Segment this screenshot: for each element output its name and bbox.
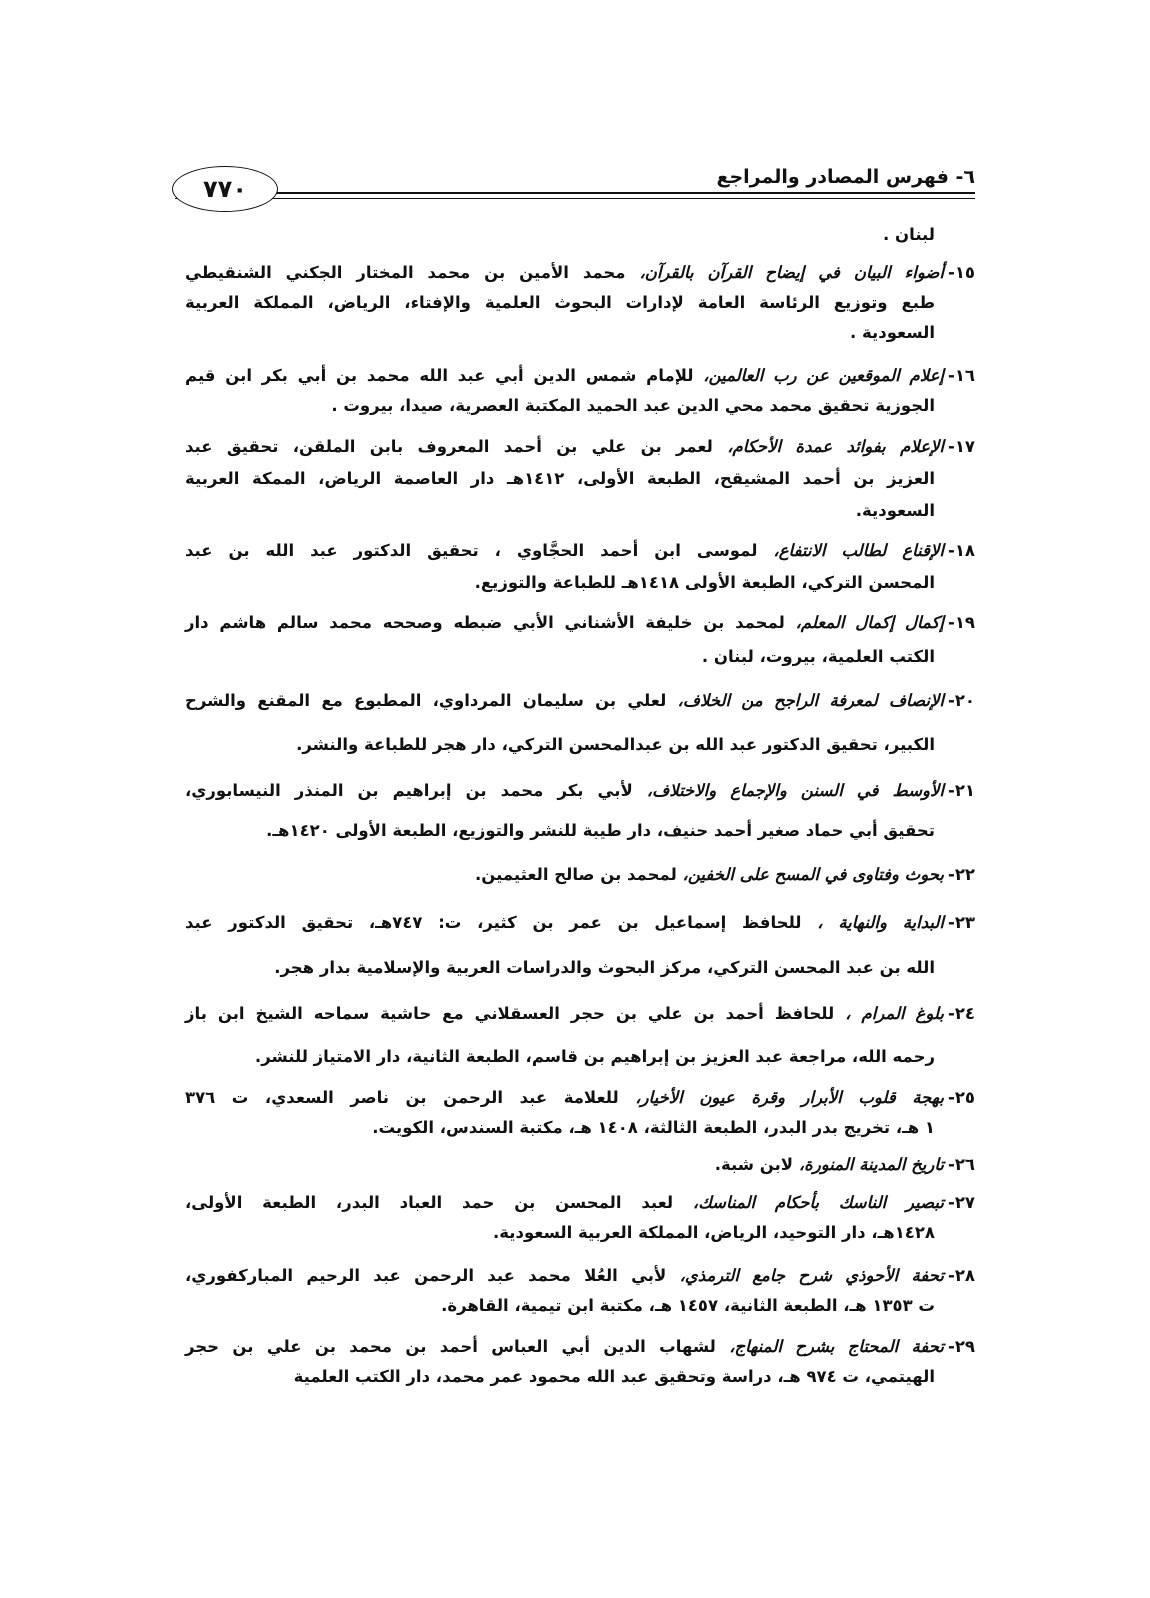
entry-line: السعودية.: [855, 501, 935, 520]
entry-number: ٢٩-: [948, 1337, 976, 1356]
reference-entry: [185, 538, 975, 564]
section-title: ٦- فهرس المصادر والمراجع: [716, 166, 975, 188]
entry-number: ٢٠-: [947, 691, 975, 710]
entry-line: الهيتمي، ت ٩٧٤ هـ، دراسة وتحقيق عبد الله محمود عمر محمد، دار الكتب العلمية: [293, 1367, 935, 1386]
reference-entry: [185, 778, 975, 804]
entry-line: الله بن عبد المحسن التركي، مركز البحوث والدراسات العربية والإسلامية بدار هجر.: [274, 958, 935, 977]
entry-line: طبع وتوزيع الرئاسة العامة لإدارات البحوث العلمية والإفتاء، الرياض، المملكة العربية: [185, 293, 935, 312]
reference-entry: [185, 1085, 975, 1111]
entry-title: البداية والنهاية ،: [817, 913, 944, 932]
entry-title: بحوث وفتاوى في المسح على الخفين،: [682, 865, 944, 884]
reference-entry: [185, 1263, 975, 1289]
entry-line: الجوزية تحقيق محمد محي الدين عبد الحميد المكتبة العصرية، صيدا، بيروت .: [331, 396, 935, 415]
entry-line: المحسن التركي، الطبعة الأولى ١٤١٨هـ للطباعة والتوزيع.: [474, 573, 935, 592]
entry-number: ٢٨-: [947, 1266, 975, 1285]
entry-line: رحمه الله، مراجعة عبد العزيز بن إبراهيم بن قاسم، الطبعة الثانية، دار الامتياز للنشر.: [254, 1047, 935, 1066]
entry-continuation: لبنان .: [883, 225, 935, 244]
reference-entry: [185, 910, 975, 936]
entry-title: إكمال إكمال المعلم،: [795, 613, 944, 632]
entry-line: العزيز بن أحمد المشيقح، الطبعة الأولى، ١٤١٢هـ دار العاصمة الرياض، الممكة العربية: [185, 469, 935, 488]
entry-title: إعلام الموقعين عن رب العالمين،: [703, 366, 944, 385]
entry-title: الإقناع لطالب الانتفاع،: [773, 541, 944, 560]
entry-title: بلوغ المرام ،: [845, 1004, 944, 1023]
entry-title: الإعلام بفوائد عمدة الأحكام،: [727, 437, 944, 456]
reference-entry: [185, 1334, 975, 1360]
entry-text: لعلي بن سليمان المرداوي، المطبوع مع المقنع والشرح: [185, 691, 667, 710]
entry-number: ١٦-: [948, 366, 976, 385]
entry-number: ٢٦-: [947, 1155, 975, 1174]
entry-number: ٢٧-: [947, 1193, 975, 1212]
entry-line: السعودية .: [850, 323, 935, 342]
header-rule-thick: [175, 192, 975, 194]
entry-text: لأبي العُلا محمد عبد الرحمن عبد الرحيم المباركفوري،: [185, 1266, 667, 1285]
entry-text: لموسى ابن أحمد الحجَّاوي ، تحقيق الدكتور عبد الله بن عبد: [185, 541, 758, 560]
entry-number: ٢١-: [947, 781, 975, 800]
entry-text: للحافظ إسماعيل بن عمر بن كثير، ت: ٧٤٧هـ، تحقيق الدكتور عبد: [185, 913, 802, 932]
reference-entry: [185, 1152, 975, 1178]
entry-line: الكتب العلمية، بيروت، لبنان .: [701, 647, 935, 666]
entry-text: للإمام شمس الدين أبي عبد الله محمد بن أبي بكر ابن قيم: [185, 366, 694, 385]
entry-text: لشهاب الدين أبي العباس أحمد بن محمد بن علي بن حجر: [185, 1337, 716, 1356]
entry-line: الكبير، تحقيق الدكتور عبد الله بن عبدالمحسن التركي، دار هجر للطباعة والنشر.: [296, 735, 935, 754]
reference-entry: [185, 610, 975, 636]
entry-text: لعبد المحسن بن حمد العباد البدر، الطبعة الأولى،: [185, 1193, 674, 1212]
entry-text: لأبي بكر محمد بن إبراهيم بن المنذر النيسابوري،: [185, 781, 633, 800]
entry-text: لمحمد بن خليفة الأشناني الأبي ضبطه وصححه محمد سالم هاشم دار: [185, 613, 785, 632]
entry-title: الإنصاف لمعرفة الراجح من الخلاف،: [677, 691, 944, 710]
reference-entry: [185, 434, 975, 460]
entry-text: لمحمد بن صالح العثيمين.: [474, 865, 677, 884]
entry-number: ١٥-: [947, 263, 975, 282]
entry-number: ٢٣-: [947, 913, 975, 932]
entry-text: للحافظ أحمد بن علي بن حجر العسقلاني مع حاشية سماحه الشيخ ابن باز: [185, 1004, 835, 1023]
entry-line: ١٤٢٨هـ، دار التوحيد، الرياض، المملكة العربية السعودية.: [493, 1223, 935, 1242]
entry-title: تاريخ المدينة المنورة،: [798, 1155, 944, 1174]
reference-entry: [185, 260, 975, 286]
entry-number: ١٧-: [948, 437, 976, 456]
entry-text: محمد الأمين بن محمد المختار الجكني الشنقيطي: [185, 263, 626, 282]
entry-number: ٢٤-: [947, 1004, 975, 1023]
entry-text: لابن شبة.: [714, 1155, 794, 1174]
entry-line: ١ هـ، تخريج بدر البدر، الطبعة الثالثة، ١٤٠٨ هـ، مكتبة السندس، الكويت.: [372, 1118, 935, 1137]
header-rule-thin: [175, 198, 975, 199]
entry-text: للعلامة عبد الرحمن بن ناصر السعدي، ت ٣٧٦: [185, 1088, 619, 1107]
reference-entry: [185, 363, 975, 389]
entry-title: تبصير الناسك بأحكام المناسك،: [692, 1193, 944, 1212]
entry-text: لعمر بن علي بن أحمد المعروف بابن الملقن، تحقيق عبد: [185, 437, 713, 456]
reference-entry: [185, 1001, 975, 1027]
entry-title: الأوسط في السنن والإجماع والاختلاف،: [646, 781, 944, 800]
reference-entry: [185, 1190, 975, 1216]
entry-line: ت ١٣٥٣ هـ، الطبعة الثانية، ١٤٥٧ هـ، مكتبة ابن تيمية، القاهرة.: [441, 1296, 935, 1315]
entry-title: تحفة الأحوذي شرح جامع الترمذي،: [679, 1266, 944, 1285]
entry-number: ٢٥-: [947, 1088, 975, 1107]
entry-line: تحقيق أبي حماد صغير أحمد حنيف، دار طيبة للنشر والتوزيع، الطبعة الأولى ١٤٢٠هـ.: [266, 821, 935, 840]
reference-entry: [185, 688, 975, 714]
entry-title: تحفة المحتاج بشرح المنهاج،: [729, 1337, 944, 1356]
entry-number: ١٨-: [948, 541, 976, 560]
reference-entry: [185, 862, 975, 888]
entry-title: أضواء البيان في إيضاح القرآن بالقرآن،: [639, 263, 944, 282]
page-number-badge: ٧٧٠: [172, 166, 278, 212]
entry-number: ٢٢-: [947, 865, 975, 884]
entry-number: ١٩-: [948, 613, 976, 632]
entry-title: بهجة قلوب الأبرار وقرة عيون الأخيار،: [635, 1088, 944, 1107]
